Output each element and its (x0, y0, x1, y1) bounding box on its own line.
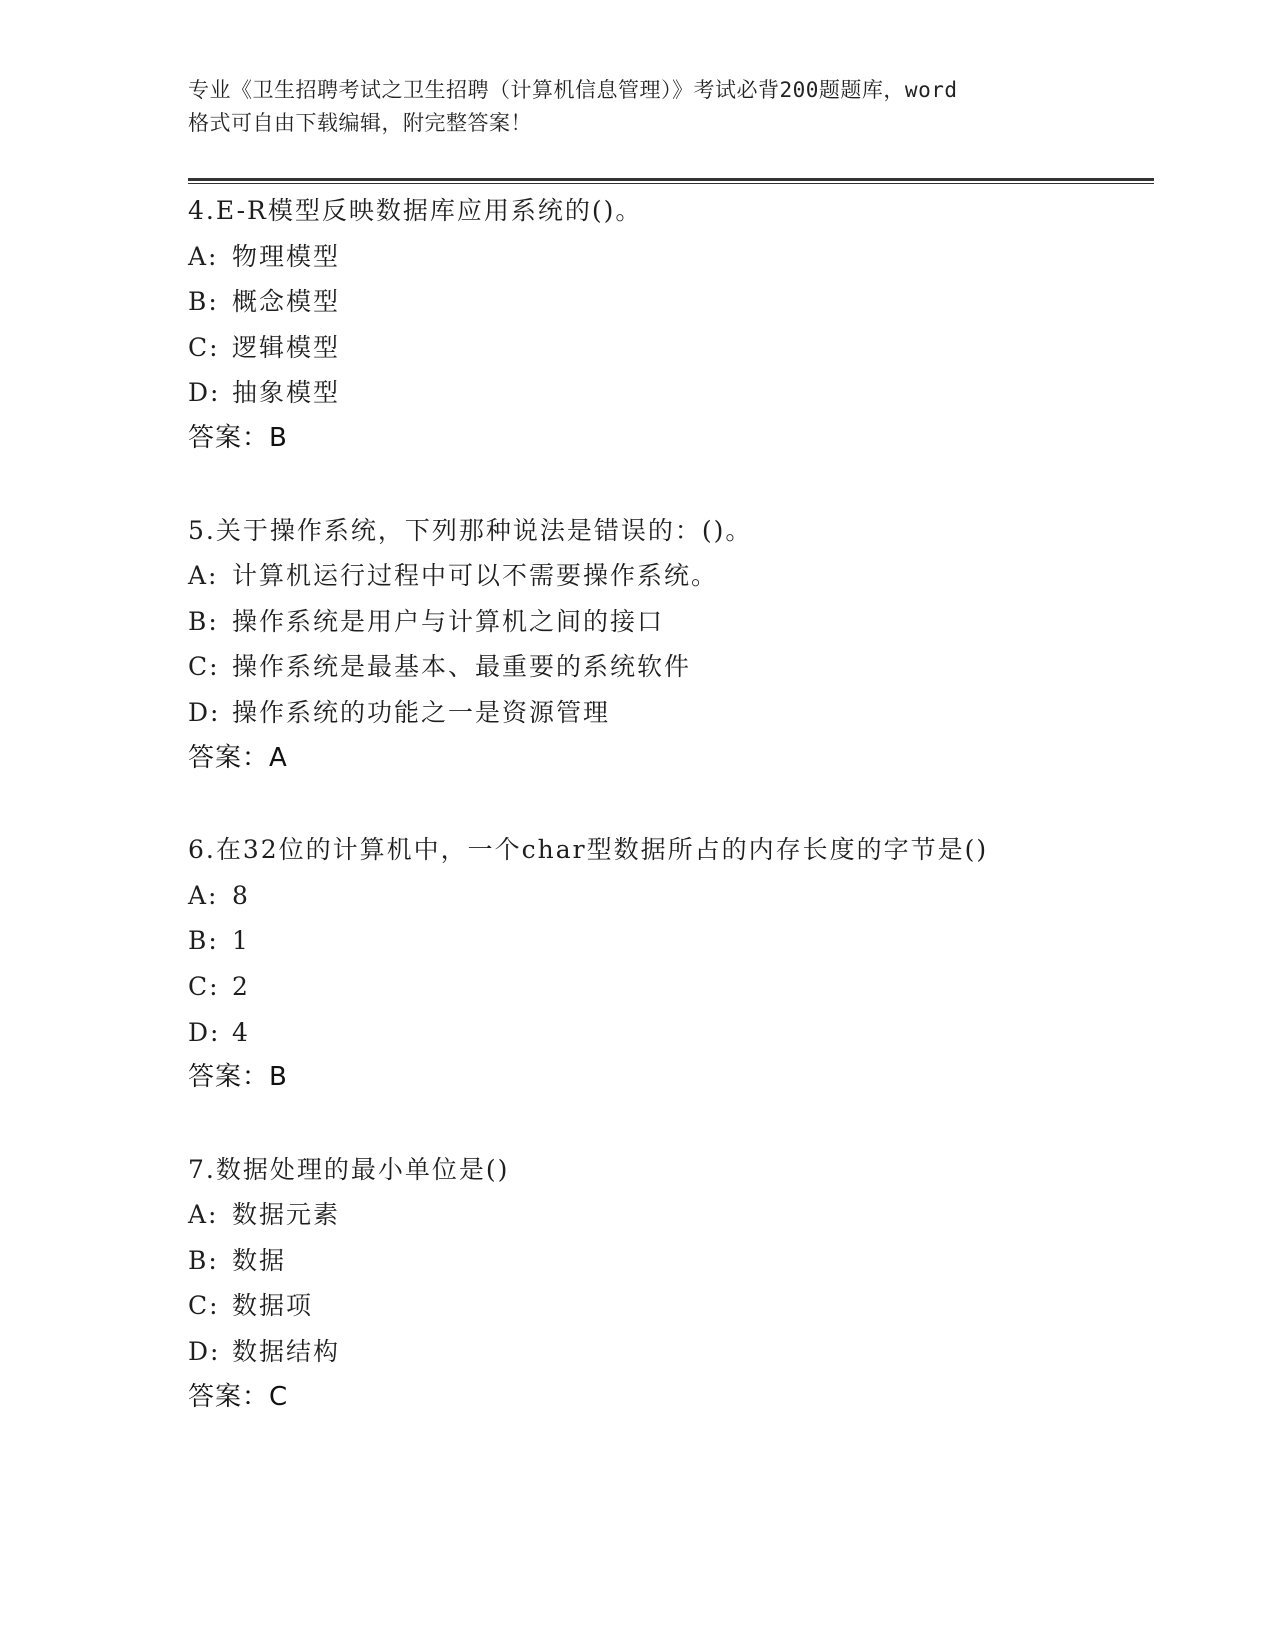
option-text: 逻辑模型 (232, 332, 341, 362)
option-text: 数据项 (232, 1291, 314, 1321)
header-divider (188, 178, 1154, 184)
option-d (188, 1010, 1188, 1056)
option-letter: D: (188, 378, 221, 408)
option-letter: B: (188, 606, 219, 636)
answer-line: 答案：C (188, 1381, 289, 1412)
option-b (188, 599, 1188, 645)
question-stem: 4.E-R模型反映数据库应用系统的()。 (188, 196, 643, 225)
option-a (188, 873, 1188, 919)
option-letter: B: (188, 926, 219, 956)
question-item (188, 1147, 1188, 1421)
option-a (188, 1192, 1188, 1238)
question-stem: 5.关于操作系统，下列那种说法是错误的：()。 (188, 515, 753, 545)
option-text: 操作系统是用户与计算机之间的接口 (232, 606, 665, 636)
option-letter: A: (188, 1200, 219, 1230)
option-letter: C: (188, 332, 220, 362)
option-d (188, 1329, 1188, 1375)
option-letter: C: (188, 1291, 220, 1321)
option-letter: B: (188, 1245, 219, 1275)
option-b (188, 1238, 1188, 1284)
question-item (188, 827, 1188, 1101)
document-header (188, 74, 1088, 140)
option-letter: C: (188, 971, 220, 1001)
option-a (188, 234, 1188, 280)
option-c (188, 964, 1188, 1010)
option-letter: D: (188, 1337, 221, 1367)
option-b (188, 279, 1188, 325)
option-letter: A: (188, 880, 219, 910)
option-b (188, 918, 1188, 964)
divider-thin-line (188, 183, 1154, 184)
option-c (188, 644, 1188, 690)
question-stem: 7.数据处理的最小单位是() (188, 1154, 510, 1184)
option-letter: C: (188, 652, 220, 682)
question-item (188, 508, 1188, 782)
option-d (188, 370, 1188, 416)
option-letter: D: (188, 1017, 221, 1047)
question-list (188, 188, 1188, 1466)
option-text: 计算机运行过程中可以不需要操作系统。 (232, 561, 719, 591)
answer-line: 答案：B (188, 1062, 288, 1093)
option-text: 物理模型 (232, 241, 341, 271)
option-letter: B: (188, 287, 219, 317)
option-c (188, 1283, 1188, 1329)
option-c (188, 325, 1188, 371)
option-text: 数据元素 (232, 1200, 341, 1230)
answer-line: 答案：B (188, 422, 288, 453)
option-letter: A: (188, 241, 219, 271)
header-line-1: 专业《卫生招聘考试之卫生招聘（计算机信息管理）》考试必背200题题库，word (188, 78, 958, 102)
option-text: 数据 (232, 1245, 287, 1275)
option-text: 2 (232, 971, 250, 1001)
option-text: 操作系统是最基本、最重要的系统软件 (232, 652, 692, 682)
answer-line: 答案：A (188, 742, 288, 773)
option-text: 操作系统的功能之一是资源管理 (232, 697, 611, 727)
option-text: 数据结构 (232, 1337, 341, 1367)
option-text: 1 (232, 926, 250, 956)
option-text: 4 (232, 1017, 250, 1047)
option-text: 抽象模型 (232, 378, 341, 408)
option-letter: A: (188, 561, 219, 591)
question-item (188, 188, 1188, 462)
option-letter: D: (188, 697, 221, 727)
option-text: 概念模型 (232, 287, 341, 317)
option-text: 8 (232, 880, 250, 910)
option-a (188, 553, 1188, 599)
question-stem: 6.在32位的计算机中，一个char型数据所占的内存长度的字节是() (188, 835, 989, 865)
divider-thick-line (188, 178, 1154, 181)
header-line-2: 格式可自由下载编辑，附完整答案！ (188, 111, 532, 135)
option-d (188, 690, 1188, 736)
